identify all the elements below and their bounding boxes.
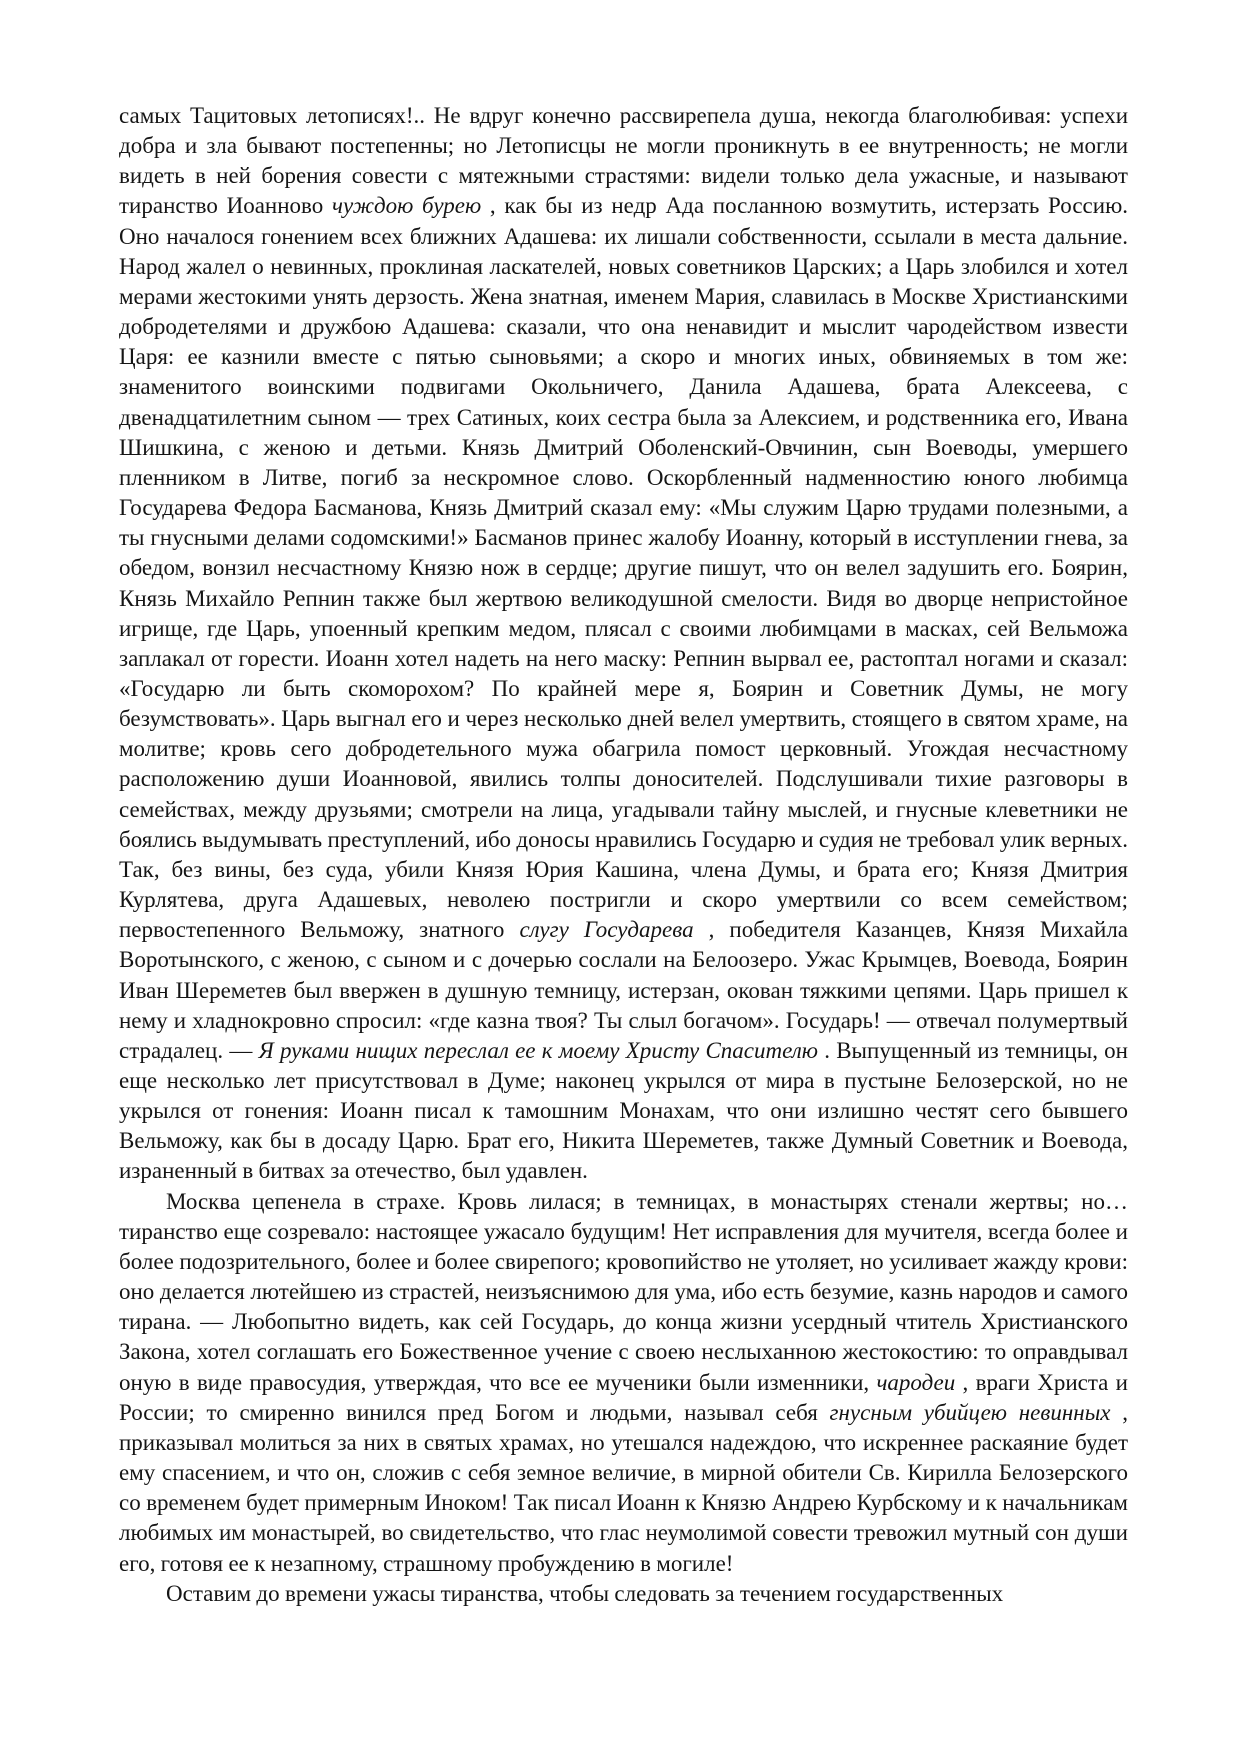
italic-text-run: гнусным убийцею невинных bbox=[829, 1399, 1111, 1425]
text-run: . Выпущенный из темницы, он еще несколько лет присутствовал в Думе; наконец укрылся от мира в пустыне Белозерской, но не укрылся от гонения: Иоанн писал к тамошним Монахам, что они излишно честят сего бывшего Вельможу, как бы в досаду Царю. Брат его, Никита Шереметев, также Думный Советник и Воевода, израненный в битвах за отечество, был удавлен. bbox=[119, 1037, 1128, 1184]
italic-text-run: слугу Государева bbox=[519, 917, 694, 943]
italic-text-run: чуждою бурею bbox=[331, 193, 482, 219]
paragraph-2 bbox=[119, 1187, 1128, 1579]
text-run: , приказывал молиться за них в святых храмах, но утешался надеждою, что искреннее раскаяние будет ему спасением, и что он, сложив с себя земное величие, в мирной обители Св. Кирилла Белозерского со временем будет примерным Иноком! Так писал Иоанн к Князю Андрею Курбскому и к начальникам любимых им монастырей, во свидетельство, что глас неумолимой совести тревожил мутный сон души его, готовя ее к незапному, страшному пробуждению в могиле! bbox=[119, 1399, 1128, 1576]
text-run: Москва цепенела в страхе. Кровь лилася; в темницах, в монастырях стенали жертвы; но… тиранство еще созревало: настоящее ужасало будущим! Нет исправления для мучителя, всегда более и более подозрительного, более и более свирепого; кровопийство не утоляет, но усиливает жажду крови: оно делается лютейшею из страстей, неизъяснимою для ума, ибо есть безумие, казнь народов и самого тирана. — Любопытно видеть, как сей Государь, до конца жизни усердный чтитель Христианского Закона, хотел соглашать его Божественное учение с своею неслыханною жестокостию: то оправдывал оную в виде правосудия, утверждая, что все ее мученики были изменники, bbox=[119, 1188, 1128, 1395]
italic-text-run: чародеи bbox=[876, 1369, 956, 1395]
italic-text-run: Я руками нищих переслал ее к моему Христу Спасителю bbox=[258, 1037, 818, 1063]
text-run: , победителя Казанцев, Князя Михайла Воротынского, с женою, с сыном и с дочерью сослали на Белоозеро. Ужас Крымцев, Воевода, Боярин Иван Шереметев был ввержен в душную темницу, истерзан, окован тяжкими цепями. Царь пришел к нему и хладнокровно спросил: «где казна твоя? Ты слыл богачом». Государь! — отвечал полумертвый страдалец. — bbox=[119, 917, 1129, 1063]
text-run: самых Тацитовых летописях!.. Не вдруг конечно рассвирепела душа, некогда благолюбивая: успехи добра и зла бывают постепенны; но Летописцы не могли проникнуть в ее внутренность; не могли видеть в ней борения совести с мятежными страстями: видели только дела ужасные, и называют тиранство Иоанново bbox=[119, 103, 1128, 219]
paragraph-3 bbox=[119, 1579, 1128, 1609]
paragraph-1 bbox=[119, 101, 1128, 1187]
text-run: , враги Христа и России; то смиренно винился пред Богом и людьми, называл себя bbox=[119, 1369, 1128, 1425]
text-run: Оставим до времени ужасы тиранства, чтобы следовать за течением государственных bbox=[166, 1580, 1004, 1606]
text-run: , как бы из недр Ада посланною возмутить, истерзать Россию. Оно началося гонением всех ближних Адашева: их лишали собственности, ссылали в места дальние. Народ жалел о невинных, проклиная ласкателей, новых советников Царских; а Царь злобился и хотел мерами жестокими унять дерзость. Жена знатная, именем Мария, славилась в Москве Христианскими добродетелями и дружбою Адашева: сказали, что она ненавидит и мыслит чародейством извести Царя: ее казнили вместе с пятью сыновьями; а скоро и многих иных, обвиняемых в том же: знаменитого воинскими подвигами Окольничего, Данила Адашева, брата Алексеева, с двенадцатилетним сыном — трех Сатиных, коих сестра была за Алексием, и родственника его, Ивана Шишкина, с женою и детьми. Князь Дмитрий Оболенский-Овчинин, сын Воеводы, умершего пленником в Литве, погиб за нескромное слово. Оскорбленный надменностию юного любимца Государева Федора Басманова, Князь Дмитрий сказал ему: «Мы служим Царю трудами полезными, а ты гнусными делами содомскими!» Басманов принес жалобу Иоанну, который в исступлении гнева, за обедом, вонзил несчастному Князю нож в сердце; другие пишут, что он велел задушить его. Боярин, Князь Михайло Репнин также был жертвою великодушной смелости. Видя во дворце непристойное игрище, где Царь, упоенный крепким медом, плясал с своими любимцами в масках, сей Вельможа заплакал от горести. Иоанн хотел надеть на него маску: Репнин вырвал ее, растоптал ногами и сказал: «Государю ли быть скоморохом? По крайней мере я, Боярин и Советник Думы, не могу безумствовать». Царь выгнал его и через несколько дней велел умертвить, стоящего в святом храме, на молитве; кровь сего добродетельного мужа обагрила помост церковный. Угождая несчастному расположению души Иоанновой, явились толпы доносителей. Подслушивали тихие разговоры в семействах, между друзьями; смотрели на лица, угадывали тайну мыслей, и гнусные клеветники не боялись выдумывать преступлений, ибо доносы нравились Государю и судия не требовал улик верных. Так, без вины, без суда, убили Князя Юрия Кашина, члена Думы, и брата его; Князя Дмитрия Курлятева, друга Адашевых, неволею постригли и скоро умертвили со всем семейством; первостепенного Вельможу, знатного bbox=[119, 193, 1129, 943]
